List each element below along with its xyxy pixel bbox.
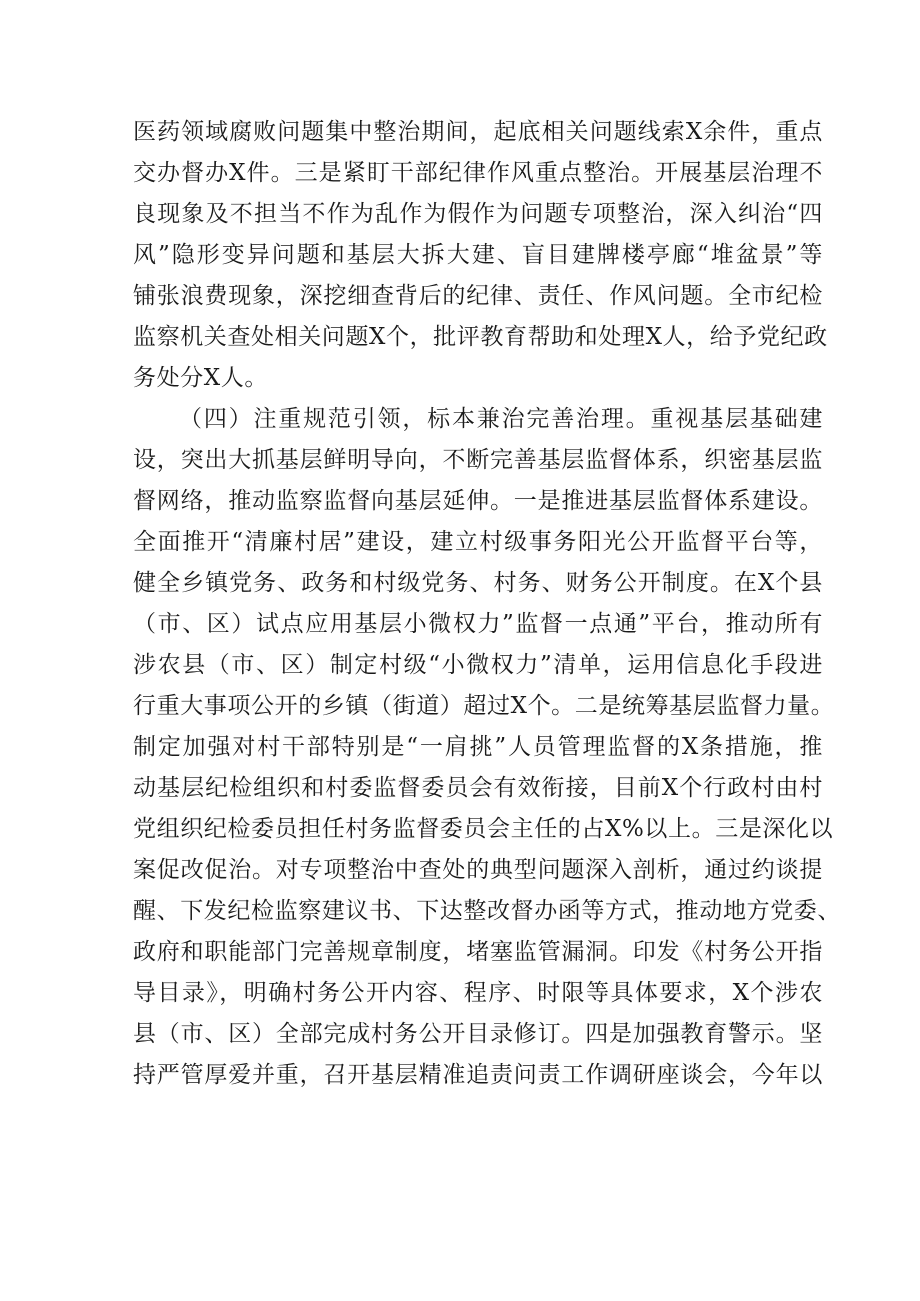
- text-line: 涉农县（市、区）制定村级“小微权力”清单，运用信息化手段进: [133, 652, 823, 678]
- text-line: 行重大事项公开的乡镇（街道）超过X个。二是统筹基层监督力量。: [133, 693, 835, 719]
- text-line: 党组织纪检委员担任村务监督委员会主任的占X%以上。三是深化以: [133, 816, 834, 842]
- text-line: （市、区）试点应用基层小微权力”监督一点通”平台，推动所有: [133, 611, 823, 637]
- document-page: [133, 112, 841, 1096]
- text-line: 持严管厚爱并重，召开基层精准追责问责工作调研座谈会，今年以: [133, 1062, 823, 1088]
- section-heading-line: （四）注重规范引领，标本兼治完善治理。重视基层基础建: [179, 406, 823, 432]
- text-line: 制定加强对村干部特别是“一肩挑”人员管理监督的X条措施，推: [133, 734, 823, 760]
- text-line: 导目录》，明确村务公开内容、程序、时限等具体要求，X个涉农: [133, 980, 823, 1006]
- text-line: 健全乡镇党务、政务和村级党务、村务、财务公开制度。在X个县: [133, 570, 823, 596]
- text-line: 铺张浪费现象，深挖细查背后的纪律、责任、作风问题。全市纪检: [133, 283, 823, 309]
- text-line: 全面推开“清廉村居”建设，建立村级事务阳光公开监督平台等，: [133, 529, 823, 555]
- text-line: 务处分X人。: [133, 365, 268, 391]
- text-line: 交办督办X件。三是紧盯干部纪律作风重点整治。开展基层治理不: [133, 160, 823, 186]
- text-line: 良现象及不担当不作为乱作为假作为问题专项整治，深入纠治“四: [133, 201, 823, 227]
- text-line: 案促改促治。对专项整治中查处的典型问题深入剖析，通过约谈提: [133, 857, 823, 883]
- text-line: 醒、下发纪检监察建议书、下达整改督办函等方式，推动地方党委、: [133, 898, 841, 924]
- text-line: 督网络，推动监察监督向基层延伸。一是推进基层监督体系建设。: [133, 488, 823, 514]
- text-line: 政府和职能部门完善规章制度，堵塞监管漏洞。印发《村务公开指: [133, 939, 823, 965]
- text-line: 医药领域腐败问题集中整治期间，起底相关问题线索X余件，重点: [133, 119, 823, 145]
- text-line: 设，突出大抓基层鲜明导向，不断完善基层监督体系，织密基层监: [133, 447, 823, 473]
- text-line: 风”隐形变异问题和基层大拆大建、盲目建牌楼亭廊“堆盆景”等: [133, 242, 823, 268]
- text-line: 县（市、区）全部完成村务公开目录修订。四是加强教育警示。坚: [133, 1021, 823, 1047]
- paragraph-2: [133, 399, 841, 1096]
- text-line: 动基层纪检组织和村委监督委员会有效衔接，目前X个行政村由村: [133, 775, 823, 801]
- text-line: 监察机关查处相关问题X个，批评教育帮助和处理X人，给予党纪政: [133, 324, 828, 350]
- paragraph-1: [133, 112, 828, 399]
